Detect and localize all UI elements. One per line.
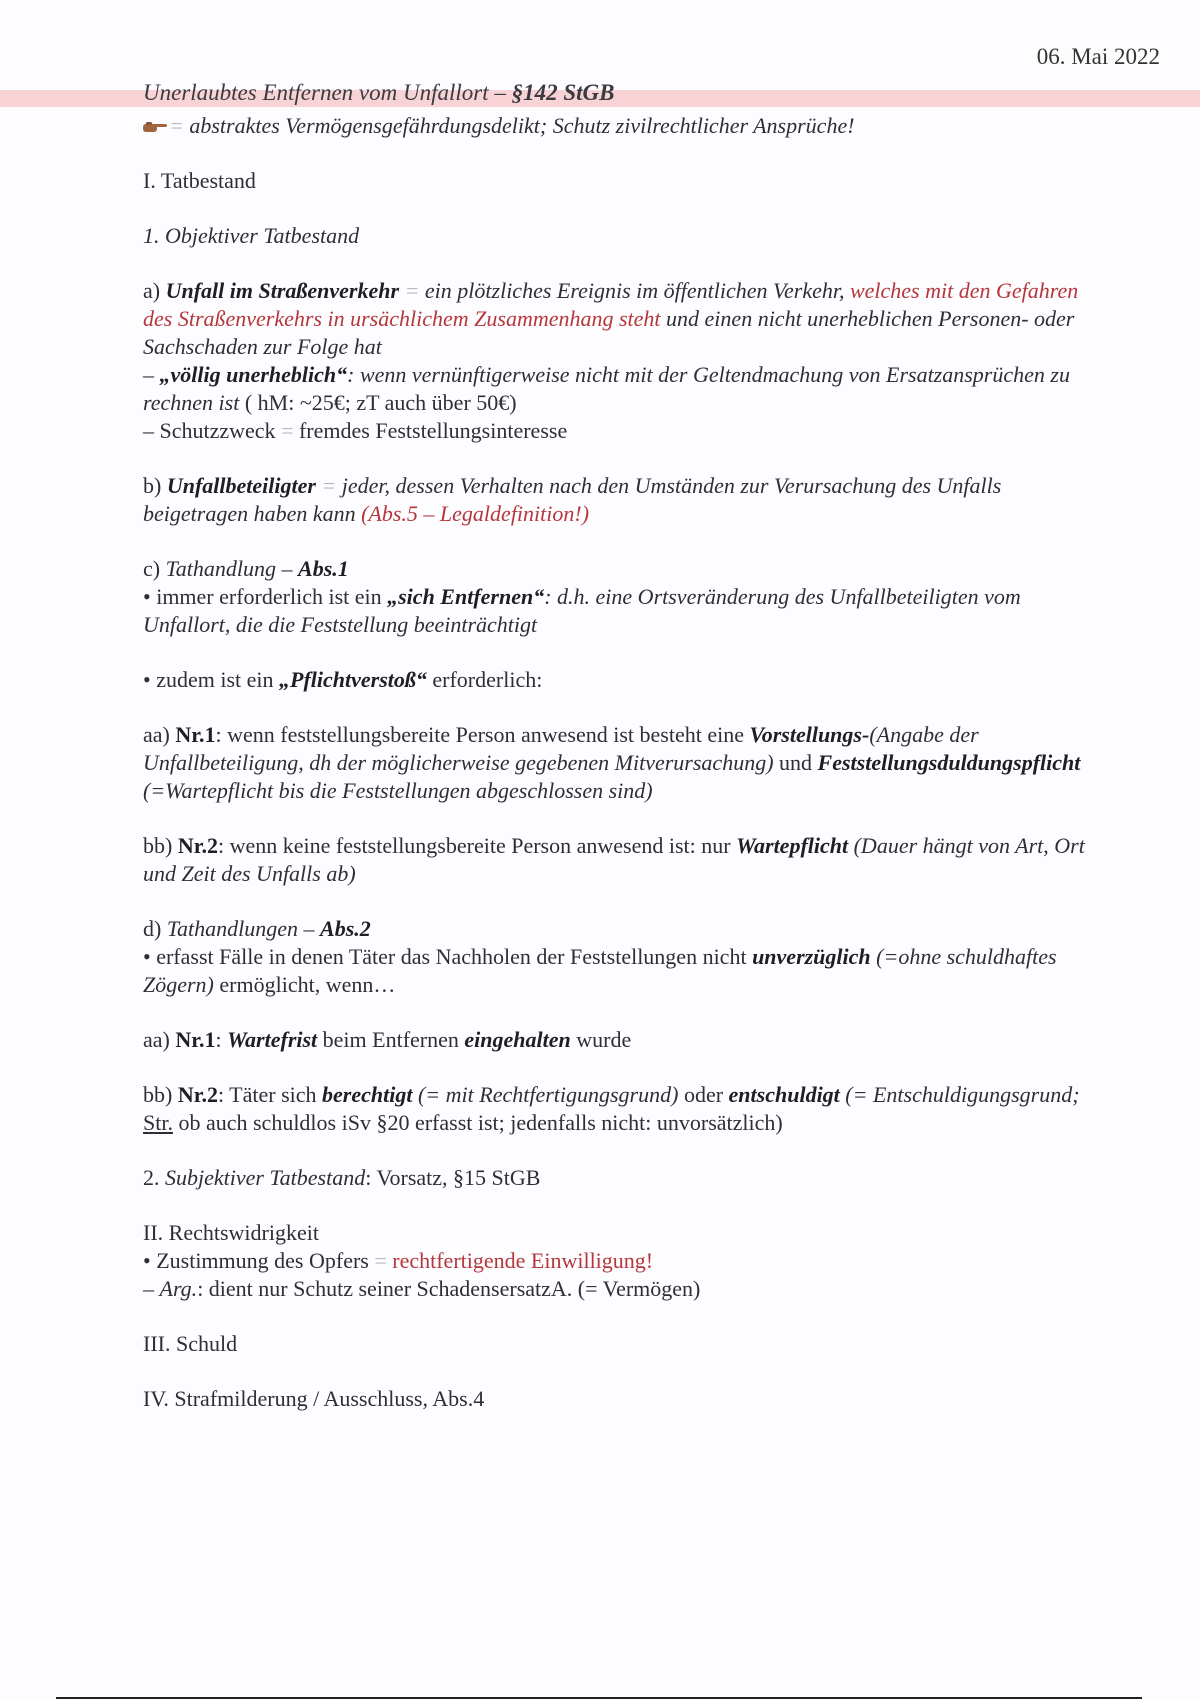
pointing-hand-icon — [143, 113, 167, 127]
item-tathandlung-abs1: c) Tathandlung – Abs.1 • immer erforderlich ist ein „sich Entfernen“: d.h. eine Ortsveränderung des Unfallbeteiligten vom Unfallort, die die Feststellung beeinträchtigt • zudem ist ein „Pflichtverstoß“ erforderlich: aa) Nr.1: wenn feststellungsbereite Person anwesend ist besteht eine Vorstellungs-(Angabe der Unfallbeteiligung, dh der möglicherweise gegebenen Mitverursachung) und Feststellungsduldungspflicht (=Wartepflicht bis die Feststellungen abgeschlossen sind) bb) Nr.2: wenn keine feststellungsbereite Person anwesend ist: nur Wartepflicht (Dauer hängt von Art, Ort und Zeit des Unfalls ab) — [143, 556, 1085, 886]
item-tathandlungen-abs2: d) Tathandlungen – Abs.2 • erfasst Fälle in denen Täter das Nachholen der Feststellungen nicht unverzüglich (=ohne schuldhaftes Zögern) ermöglicht, wenn… aa) Nr.1: Wartefrist beim Entfernen eingehalten wurde bb) Nr.2: Täter sich berechtigt (= mit Rechtfertigungsgrund) oder entschuldigt (= Entschuldigungsgrund; Str. ob auch schuldlos iSv §20 erfasst ist; jedenfalls nicht: unvorsätzlich) — [143, 916, 1080, 1135]
page-title: Unerlaubtes Entfernen vom Unfallort – §142 StGB — [143, 80, 615, 105]
document-body — [143, 112, 1103, 1413]
item-unfall: a) Unfall im Straßenverkehr = ein plötzliches Ereignis im öffentlichen Verkehr, welches mit den Gefahren des Straßenverkehrs in ursächlichem Zusammenhang steht und einen nicht unerheblichen Personen- oder Sachschaden zur Folge hat – „völlig unerheblich“: wenn vernünftigerweise nicht mit der Geltendmachung von Ersatzansprüchen zu rechnen ist ( hM: ~25€; zT auch über 50€) – Schutzzweck = fremdes Feststellungsinteresse — [143, 278, 1079, 443]
section-tatbestand: I. Tatbestand — [143, 168, 256, 193]
item-unfallbeteiligter: b) Unfallbeteiligter = jeder, dessen Verhalten nach den Umständen zur Verursachung des Unfalls beigetragen haben kann (Abs.5 – Legaldefinition!) — [143, 473, 1002, 526]
section-objektiver-tatbestand: 1. Objektiver Tatbestand — [143, 223, 360, 248]
section-schuld: III. Schuld — [143, 1331, 238, 1356]
bottom-divider — [56, 1697, 1142, 1699]
intro-line: = abstraktes Vermögensgefährdungsdelikt; Schutz zivilrechtlicher Ansprüche! — [143, 112, 1103, 140]
section-strafmilderung: IV. Strafmilderung / Ausschluss, Abs.4 — [143, 1386, 485, 1411]
section-subjektiver-tatbestand: 2. Subjektiver Tatbestand: Vorsatz, §15 StGB — [143, 1165, 541, 1190]
section-rechtswidrigkeit: II. Rechtswidrigkeit • Zustimmung des Opfers = rechtfertigende Einwilligung! – Arg.: dient nur Schutz seiner SchadensersatzA. (= Vermögen) — [143, 1220, 701, 1301]
document-date: 06. Mai 2022 — [1036, 44, 1160, 69]
